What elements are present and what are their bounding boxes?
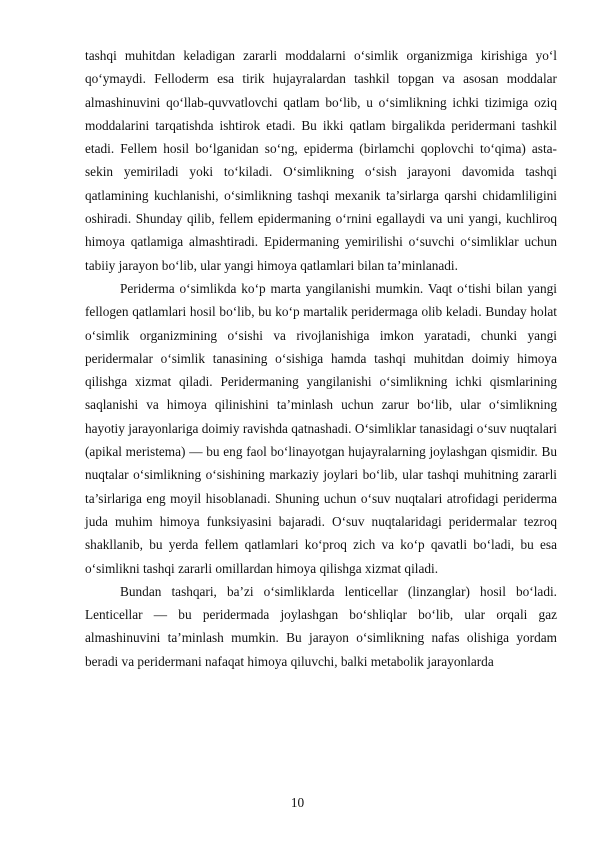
document-body [85,44,557,673]
paragraph-2: Periderma o‘simlikda ko‘p marta yangilanishi mumkin. Vaqt o‘tishi bilan yangi fellogen qatlamlari hosil bo‘lib, bu ko‘p martalik peridermaga olib keladi. Bunday holat o‘simlik organizmining o‘sishi va rivojlanishiga imkon yaratadi, chunki yangi peridermalar o‘simlik tanasining o‘sishiga hamda tashqi muhitdan doimiy himoya qilishga xizmat qiladi. Peridermaning yangilanishi o‘simlikning ichki qismlarining saqlanishi va himoya qilinishini ta’minlash uchun zarur bo‘lib, ular o‘simlikning hayotiy jarayonlariga doimiy ravishda qatnashadi. O‘simliklar tanasidagi o‘suv nuqtalari (apikal meristema) — bu eng faol bo‘linayotgan hujayralarning joylashgan qismidir. Bu nuqtalar o‘simlikning o‘sishining markaziy joylari bo‘lib, ular tashqi muhitning zararli ta’sirlariga eng moyil hisoblanadi. Shuning uchun o‘suv nuqtalari atrofidagi periderma juda muhim himoya funksiyasini bajaradi. O‘suv nuqtalaridagi peridermalar tezroq shakllanib, bu yerda fellem qatlamlari ko‘proq zich va ko‘p qavatli bo‘ladi, bu esa o‘simlikni tashqi zararli omillardan himoya qilishga xizmat qiladi. [85,280,557,576]
paragraph-1: tashqi muhitdan keladigan zararli moddalarni o‘simlik organizmiga kirishiga yo‘l qo‘ymaydi. Felloderm esa tirik hujayralardan tashkil topgan va asosan moddalar almashinuvini qo‘llab-quvvatlovchi qatlam bo‘lib, u o‘simlikning ichki tizimiga oziq moddalarini tarqatishda ishtirok etadi. Bu ikki qatlam birgalikda peridermani tashkil etadi. Fellem hosil bo‘lganidan so‘ng, epiderma (birlamchi qoplovchi to‘qima) asta-sekin yemiriladi yoki to‘kiladi. O‘simlikning o‘sish jarayoni davomida tashqi qatlamining kuchlanishi, o‘simlikning tashqi mexanik ta’sirlarga qarshi chidamliligini oshiradi. Shunday qilib, fellem epidermaning o‘rnini egallaydi va uni yangi, kuchliroq himoya qatlamiga almashtiradi. Epidermaning yemirilishi o‘suvchi o‘simliklar uchun tabiiy jarayon bo‘lib, ular yangi himoya qatlamlari bilan ta’minlanadi. [85,48,557,273]
paragraph-3: Bundan tashqari, ba’zi o‘simliklarda lenticellar (linzanglar) hosil bo‘ladi. Lenticellar — bu peridermada joylashgan bo‘shliqlar bo‘lib, ular orqali gaz almashinuvini ta’minlash mumkin. Bu jarayon o‘simlikning nafas olishiga yordam beradi va peridermani nafaqat himoya qiluvchi, balki metabolik jarayonlarda [85,583,557,669]
page-number: 10 [290,795,305,810]
